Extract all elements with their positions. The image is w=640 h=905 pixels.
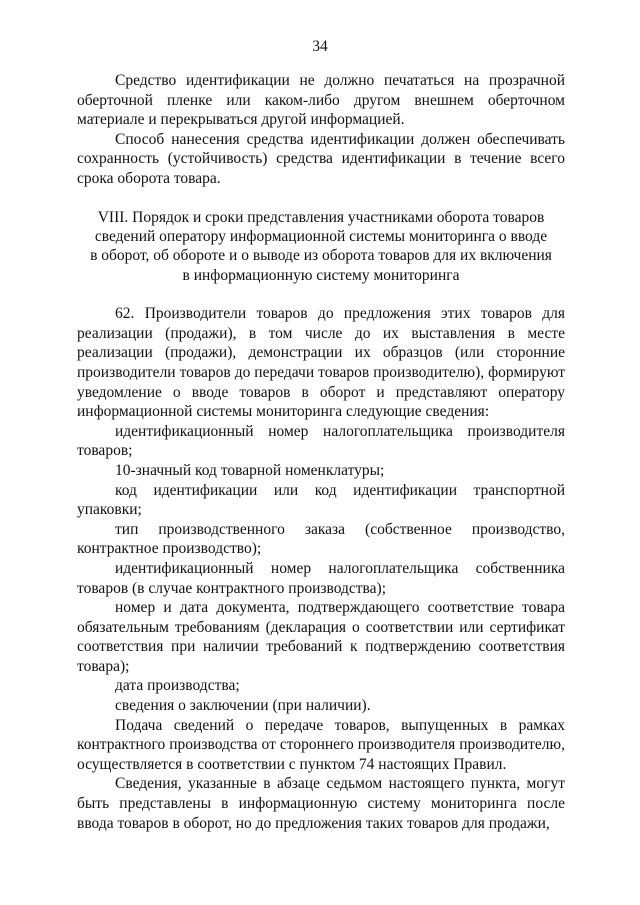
paragraph: Средство идентификации не должно печататься на прозрачной оберточной пленке или каком-либо другом внешнем оберточном материале и перекрываться другой информацией. xyxy=(77,72,565,129)
list-item: код идентификации или код идентификации транспортной упаковки; xyxy=(77,481,565,519)
section-heading-line: в оборот, об обороте и о выводе из оборота товаров для их включения xyxy=(90,247,552,265)
list-item: идентификационный номер налогоплательщика собственника товаров (в случае контрактного производства); xyxy=(77,559,565,597)
section-heading-line: сведений оператору информационной системы мониторинга о вводе xyxy=(94,227,548,245)
section-heading xyxy=(77,208,565,286)
paragraph: 62. Производители товаров до предложения этих товаров для реализации (продажи), в том числе до их выставления в месте реализации (продажи), демонстрации их образцов (или сторонние производители товаров до передачи товаров производителю), формируют уведомление о вводе товаров в оборот и представляют оператору информационной системы мониторинга следующие сведения: xyxy=(77,305,565,421)
list-item: 10-значный код товарной номенклатуры; xyxy=(115,461,385,479)
paragraph: Подача сведений о передаче товаров, выпущенных в рамках контрактного производства от стороннего производителя производителю, осуществляется в соответствии с пунктом 74 настоящих Правил. xyxy=(77,716,565,773)
list-item: идентификационный номер налогоплательщика производителя товаров; xyxy=(77,422,565,460)
section-heading-line: в информационную систему мониторинга xyxy=(182,266,460,284)
list-item: тип производственного заказа (собственное производство, контрактное производство); xyxy=(77,520,565,558)
list-item: номер и дата документа, подтверждающего соответствие товара обязательным требованиям (декларация о соответствии или сертификат соответствия при наличии требований к подтверждению соответствия товара); xyxy=(77,599,565,675)
list-item: дата производства; xyxy=(115,677,240,695)
paragraph: Сведения, указанные в абзаце седьмом настоящего пункта, могут быть представлены в информационную систему мониторинга после ввода товаров в оборот, но до предложения таких товаров для продажи, xyxy=(77,775,565,832)
document-body xyxy=(77,71,565,833)
list-item: сведения о заключении (при наличии). xyxy=(115,697,371,715)
section-heading-line: VIII. Порядок и сроки представления участниками оборота товаров xyxy=(97,208,545,226)
page-number: 34 xyxy=(312,38,328,55)
paragraph: Способ нанесения средства идентификации должен обеспечивать сохранность (устойчивость) средства идентификации в течение всего срока оборота товара. xyxy=(77,130,565,187)
